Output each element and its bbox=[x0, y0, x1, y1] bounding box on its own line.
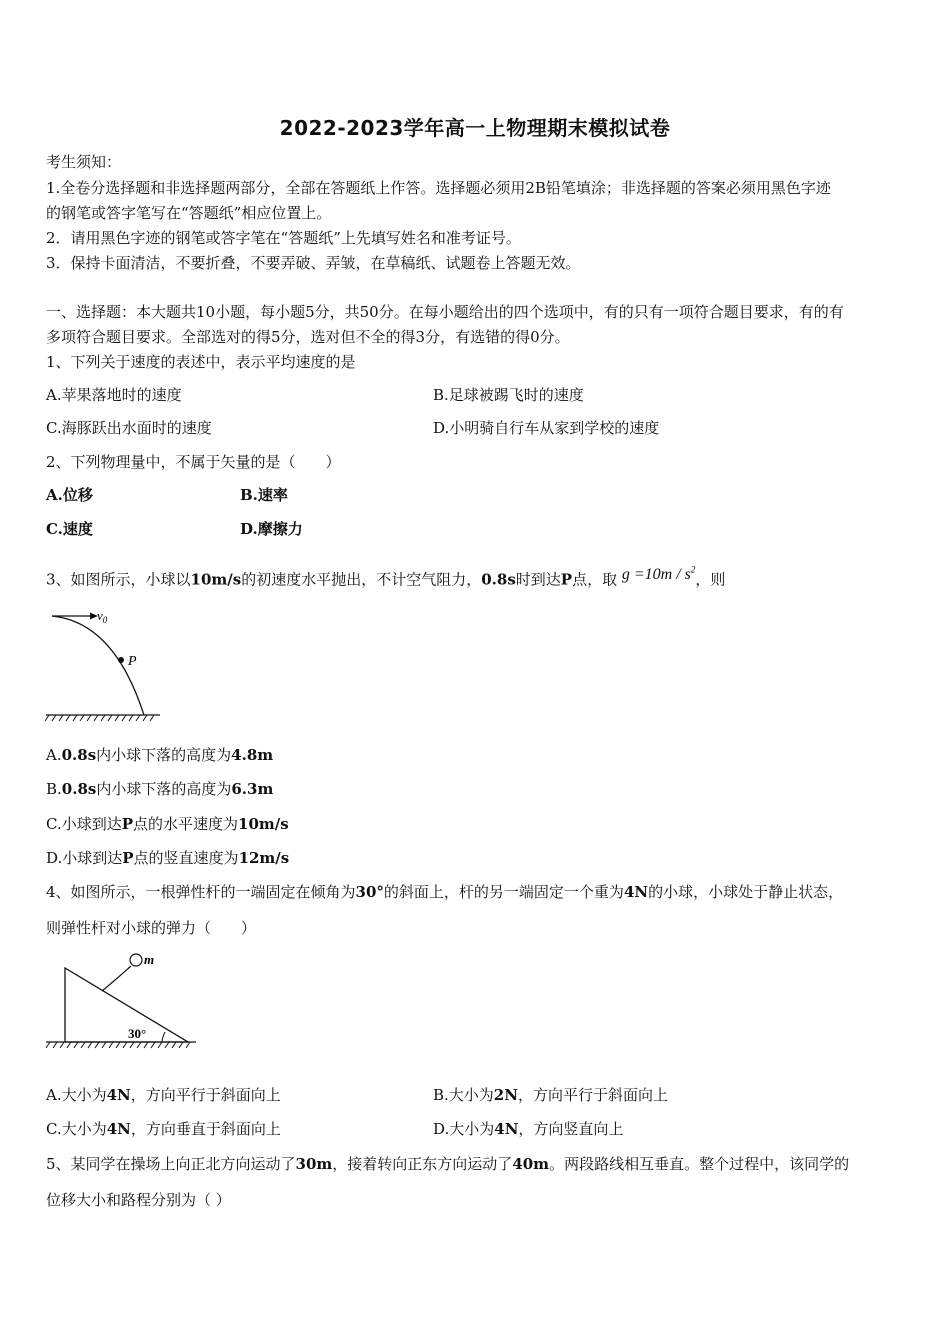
projectile-diagram bbox=[44, 600, 164, 725]
question-3-stem: 3、如图所示，小球以10m/s的初速度水平抛出，不计空气阻力，0.8s时到达P点，取 $g =10m / s^2$，则 bbox=[46, 565, 726, 589]
notice-heading: 考生须知： bbox=[46, 153, 122, 171]
question-4-option-d: D.大小为4N，方向竖直向上 bbox=[433, 1120, 624, 1138]
v0-label: $v_0$ bbox=[97, 608, 108, 625]
section-1-intro-line-2: 多项符合题目要求。全部选对的得5分，选对但不全的得3分，有选错的得0分。 bbox=[46, 328, 570, 346]
notice-item-2: 2．请用黑色字迹的钢笔或答字笔在“答题纸”上先填写姓名和准考证号。 bbox=[46, 229, 521, 247]
question-5-stem-line-2: 位移大小和路程分别为（ ） bbox=[46, 1191, 231, 1209]
question-4-stem-line-2: 则弹性杆对小球的弹力（ ） bbox=[46, 919, 257, 937]
question-2-stem: 2、下列物理量中，不属于矢量的是（ ） bbox=[46, 453, 341, 471]
mass-label: m bbox=[144, 952, 155, 967]
question-4-option-a: A.大小为4N，方向平行于斜面向上 bbox=[46, 1086, 281, 1104]
question-1-option-d: D.小明骑自行车从家到学校的速度 bbox=[433, 419, 660, 437]
page-title: 2022-2023学年高一上物理期末模拟试卷 bbox=[279, 116, 671, 140]
question-1-option-b: B.足球被踢飞时的速度 bbox=[433, 386, 584, 404]
angle-label: 30° bbox=[128, 1026, 147, 1041]
question-1-stem: 1、下列关于速度的表述中，表示平均速度的是 bbox=[46, 353, 356, 371]
question-3-option-b: B.0.8s内小球下落的高度为6.3m bbox=[46, 780, 274, 798]
section-1-intro-line-1: 一、选择题：本大题共10小题，每小题5分，共50分。在每小题给出的四个选项中，有的只有一项符合题目要求，有的有 bbox=[46, 303, 844, 321]
ball-marker bbox=[130, 954, 142, 966]
question-1-option-c: C.海豚跃出水面时的速度 bbox=[46, 419, 212, 437]
question-3-option-a: A.0.8s内小球下落的高度为4.8m bbox=[46, 746, 274, 764]
question-5-stem-line-1: 5、某同学在操场上向正北方向运动了30m，接着转向正东方向运动了40m。两段路线相互垂直。整个过程中，该同学的 bbox=[46, 1155, 850, 1173]
incline-triangle bbox=[65, 968, 188, 1042]
question-2-option-a: A.位移 bbox=[46, 486, 93, 504]
point-p-marker bbox=[118, 657, 124, 663]
question-2-option-b: B.速率 bbox=[240, 486, 288, 504]
ground-hatching bbox=[46, 1042, 190, 1048]
angle-arc bbox=[162, 1032, 165, 1042]
question-3-option-c: C.小球到达P点的水平速度为10m/s bbox=[46, 815, 289, 833]
notice-item-3: 3．保持卡面清洁，不要折叠，不要弄破、弄皱，在草稿纸、试题卷上答题无效。 bbox=[46, 254, 581, 272]
ground-hatching bbox=[45, 715, 154, 721]
question-3-option-d: D.小球到达P点的竖直速度为12m/s bbox=[46, 849, 290, 867]
incline-diagram bbox=[44, 948, 200, 1054]
question-1-option-a: A.苹果落地时的速度 bbox=[46, 386, 182, 404]
point-p-label: P bbox=[128, 654, 137, 669]
gravity-formula: $g =10m / s^2$ bbox=[621, 565, 696, 584]
notice-item-1-line-1: 1.全卷分选择题和非选择题两部分，全部在答题纸上作答。选择题必须用2B铅笔填涂；非选择题的答案必须用黑色字迹 bbox=[46, 179, 831, 197]
question-4-option-b: B.大小为2N，方向平行于斜面向上 bbox=[433, 1086, 668, 1104]
question-2-option-d: D.摩擦力 bbox=[240, 520, 303, 538]
question-4-option-c: C.大小为4N，方向垂直于斜面向上 bbox=[46, 1120, 281, 1138]
question-4-stem-line-1: 4、如图所示，一根弹性杆的一端固定在倾角为30°的斜面上，杆的另一端固定一个重为4N的小球，小球处于静止状态， bbox=[46, 883, 844, 901]
elastic-rod bbox=[102, 966, 131, 991]
notice-item-1-line-2: 的钢笔或答字笔写在“答题纸”相应位置上。 bbox=[46, 204, 332, 222]
question-2-option-c: C.速度 bbox=[46, 520, 93, 538]
